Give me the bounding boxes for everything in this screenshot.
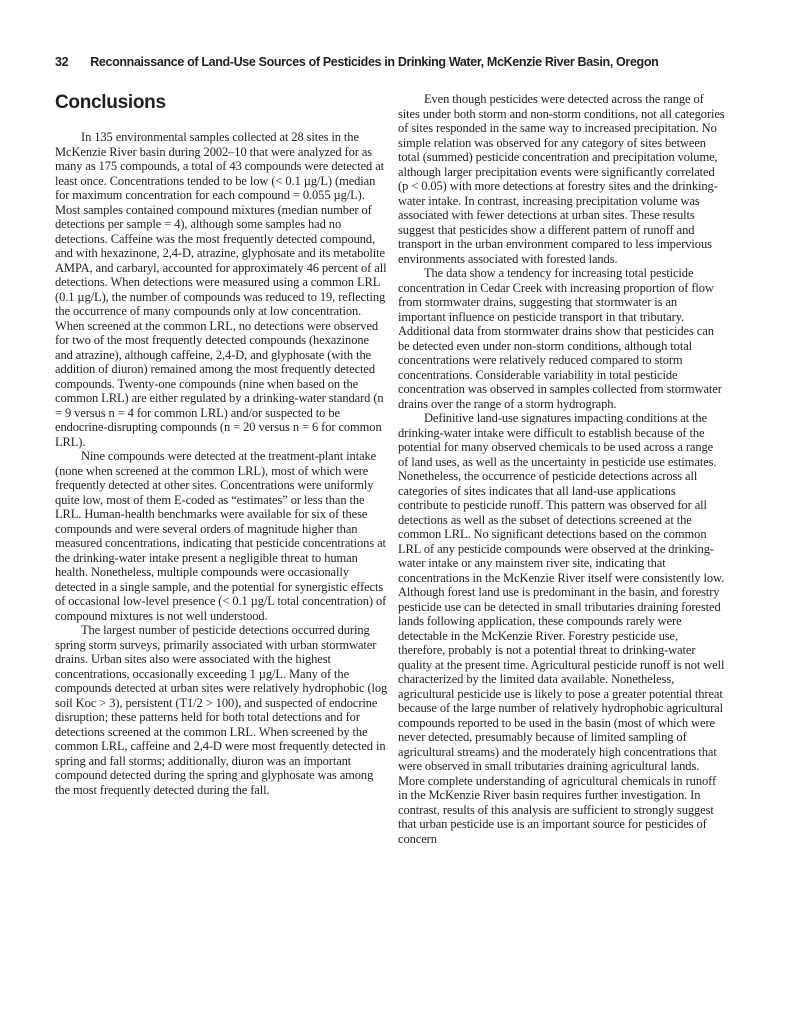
right-column bbox=[398, 92, 726, 846]
paragraph: Even though pesticides were detected across the range of sites under both storm and non-storm conditions, not all categories of sites responded in the same way to increased precipitation. No simple relation was observed for any category of sites between total (summed) pesticide concentration and precipitation volume, although larger precipitation events were significantly correlated (p < 0.05) with more detections at forestry sites and the drinking-water intake. In contrast, increasing precipitation volume was associated with fewer detections at urban sites. These results suggest that pesticides show a different pattern of runoff and transport in the urban environment compared to less impervious environments associated with forested lands. bbox=[398, 92, 725, 266]
paragraph: Nine compounds were detected at the treatment-plant intake (none when screened at the common LRL), most of which were frequently detected at other sites. Concentrations were uniformly quite low, most of them E-coded as “estimates” or less than the LRL. Human-health benchmarks were available for six of these compounds and were several orders of magnitude higher than measured concentrations, indicating that pesticide concentrations at the drinking-water intake present a negligible threat to human health. Nonetheless, multiple compounds were occasionally detected in a single sample, and the potential for synergistic effects of occasional low-level presence (< 0.1 µg/L total concentration) of compound mixtures is not well understood. bbox=[55, 449, 387, 623]
paragraph: The largest number of pesticide detections occurred during spring storm surveys, primarily associated with urban stormwater drains. Urban sites also were associated with the highest concentrations, occasionally exceeding 1 µg/L. Many of the compounds detected at urban sites were relatively hydrophobic (log soil Koc > 3), persistent (T1/2 > 100), and suspected of endocrine disruption; these patterns held for both total detections and for detections screened at the common LRL. When screened by the common LRL, caffeine and 2,4-D were most frequently detected in spring and fall storms; additionally, diuron was an important compound detected during the spring and glyphosate was among the most frequently detected during the fall. bbox=[55, 623, 388, 797]
left-column bbox=[55, 92, 388, 797]
running-header bbox=[55, 55, 745, 69]
paragraph: In 135 environmental samples collected at 28 sites in the McKenzie River basin during 2002–10 that were analyzed for as many as 175 compounds, a total of 43 compounds were detected at least once. Concentrations tended to be low (< 0.1 µg/L) (median for maximum concentration for each compound = 0.055 µg/L). Most samples contained compound mixtures (median number of detections per sample = 4), although some samples had no detections. Caffeine was the most frequently detected compound, and with hexazinone, 2,4-D, atrazine, glyphosate and its metabolite AMPA, and carbaryl, accounted for approximately 46 percent of all detections. When detections were measured using a common LRL (0.1 µg/L), the number of compounds was reduced to 19, reflecting the occurrence of many compounds only at low concentration. When screened at the common LRL, no detections were observed for two of the most frequently detected compounds (hexazinone and atrazine), although caffeine, 2,4-D, and glyphosate (with the addition of diuron) remained among the most frequently detected compounds. Twenty-one compounds (nine when based on the common LRL) are either regulated by a drinking-water standard (n = 9 versus n = 4 for common LRL) and/or suspected to be endocrine-disrupting compounds (n = 20 versus n = 6 for common LRL). bbox=[55, 130, 387, 449]
running-title: Reconnaissance of Land-Use Sources of Pesticides in Drinking Water, McKenzie River Basin, Oregon bbox=[90, 55, 659, 69]
paragraph: Definitive land-use signatures impacting conditions at the drinking-water intake were difficult to establish because of the potential for many observed chemicals to be used across a range of land uses, as well as the uncertainty in pesticide use estimates. Nonetheless, the occurrence of pesticide detections across all categories of sites indicates that all land-use applications contribute to pesticide runoff. This pattern was observed for all detections as well as the subset of detections screened at the common LRL. No significant detections based on the common LRL of any pesticide compounds were observed at the drinking-water intake or any mainstem river site, indicating that concentrations in the McKenzie River itself were consistently low. Although forest land use is predominant in the basin, and forestry pesticide use can be detected in small tributaries draining forested lands following application, these compounds rarely were detectable in the McKenzie River. Forestry pesticide use, therefore, probably is not a potential threat to drinking-water quality at the present time. Agricultural pesticide runoff is not well characterized by the limited data available. Nonetheless, agricultural pesticide use is likely to pose a greater potential threat because of the large number of relatively hydrophobic agricultural compounds reported to be used in the basin (most of which were never detected, presumably because of limited sampling of agricultural streams) and the moderately high concentrations that were observed in small tributaries draining agricultural lands. More complete understanding of agricultural chemicals in runoff in the McKenzie River basin requires further investigation. In contrast, results of this analysis are sufficient to strongly suggest that urban pesticide use is an important source for pesticides of concern bbox=[398, 411, 725, 846]
page-number: 32 bbox=[55, 55, 69, 69]
section-heading: Conclusions bbox=[55, 92, 166, 113]
paragraph: The data show a tendency for increasing total pesticide concentration in Cedar Creek with increasing proportion of flow from stormwater drains, suggesting that stormwater is an important influence on pesticide transport in that tributary. Additional data from stormwater drains show that pesticides can be detected even under non-storm conditions, although total concentrations were relatively reduced compared to storm concentrations. Considerable variability in total pesticide concentration was observed in samples collected from stormwater drains over the range of a storm hydrograph. bbox=[398, 266, 722, 411]
